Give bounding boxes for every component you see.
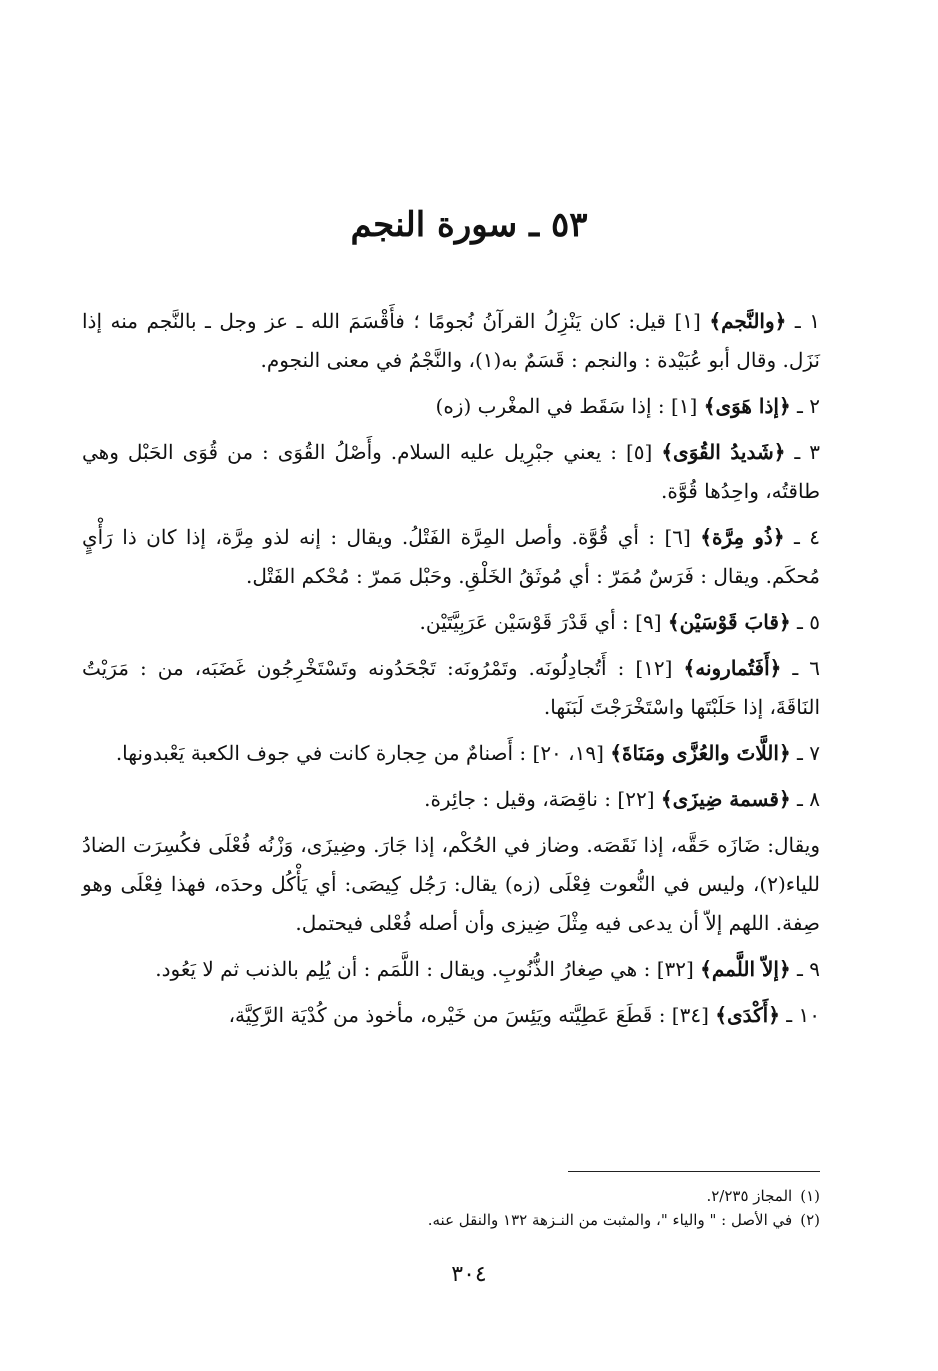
entry-text: : قَطَعَ عَطِيَّته ويَئِسَ من خَيْره، مأخوذ من كُدْيَة الرَّكِيَّة،	[228, 1003, 666, 1027]
footnote-divider	[568, 1171, 820, 1172]
verse-ref: [١]	[670, 394, 698, 418]
entry-text: : أَتُجادِلُونَه. وتَمْرُونَه: تَجْحَدُونه وتَسْتَخْرِجُون غَضَبَه، من : مَرَيْتُ النَاقَةَ، إذا حَلَبْتَها واسْتَخْرَجْتَ لَبَنَها.	[82, 656, 820, 719]
verse-ref: [١٢]	[635, 656, 673, 680]
entry-number: ٥	[809, 610, 820, 634]
entry-6: ٦ ـ ﴿أَفَتُمارونه﴾ [١٢] : أَتُجادِلُونَه. وتَمْرُونَه: تَجْحَدُونه وتَسْتَخْرِجُون غَضَبَه، من : مَرَيْتُ النَاقَةَ، إذا حَلَبْتَها واسْتَخْرَجْتَ لَبَنَها.	[82, 656, 820, 719]
entry-text: : يعني جبْرِيل عليه السلام. وأَصْلُ القُوَى : من قُوَى الحَبْل وهي طاقتُه، واحِدُها قُوَّة.	[82, 440, 820, 503]
entry-number: ١	[809, 309, 821, 333]
entry-text: : أَصنامٌ من حِجارة كانت في جوف الكعبة يَعْبدونها.	[115, 741, 527, 765]
surah-title: ٥٣ ـ سورة النجم	[350, 205, 588, 245]
verse-ref: [١٩، ٢٠]	[532, 741, 604, 765]
entry-number: ٣	[809, 440, 821, 464]
footnote-2	[82, 1208, 820, 1232]
entry-number: ٢	[809, 394, 820, 418]
quran-quote: ﴿والنَّجم﴾	[709, 309, 787, 333]
verse-ref: [٩]	[635, 610, 662, 634]
entry-text: ويقال: ضَازَه حَقَّه، إذا نَقَصَه. وضاز في الحُكْم، إذا جَارَ. وضِيزَى، وَزْنُه فُعْلَى فكُسِرَت الضادُ للياء(٢)، وليس في النُّعوت فِعْلَى (زه) يقال: رَجُل كِيصَى: أي يَأْكُل وحدَه، فهذا فِعْلَى وهو صِفة. اللهم إلاّ أن يدعى فيه مِثْلَ ضِيزى وأن أصله فُعْلى فيحتمل.	[82, 833, 820, 935]
page-number: ٣٠٤	[451, 1262, 487, 1287]
verse-ref: [٥]	[625, 440, 653, 464]
quran-quote: ﴿اللَّاتَ والعُزَّى ومَنَاةَ﴾	[610, 741, 791, 765]
footnote-text: في الأصل : " والياء "، والمثبت من النـزهة ١٣٢ والنقل عنه.	[427, 1211, 793, 1229]
entry-number: ٤	[809, 525, 820, 549]
entry-2: ٢ ـ ﴿إذا هَوَى﴾ [١] : إذا سَقَط في المغْرب (زه)	[435, 394, 820, 418]
entry-text: : ناقِصَة، وقيل : جائِرة.	[424, 787, 612, 811]
quran-quote: ﴿قابَ قَوْسَيْن﴾	[667, 610, 791, 634]
entry-3: ٣ ـ ﴿شَديدُ القُوَى﴾ [٥] : يعني جبْرِيل عليه السلام. وأَصْلُ القُوَى : من قُوَى الحَبْل وهي طاقتُه، واحِدُها قُوَّة.	[82, 440, 821, 503]
entry-4: ٤ ـ ﴿ذُو مِرَّة﴾ [٦] : أي قُوَّة. وأصل المِرَّة الفَتْلُ. ويقال : إنه لذو مِرَّة، إذا كان ذا رَأْيٍ مُحكَم. ويقال : فَرَسٌ مُمَرّ : أي مُوثَقُ الخَلْقِ. وحَبْل مَمرّ : مُحْكم الفَتْل.	[82, 525, 820, 588]
quran-quote: ﴿قسمة ضِيزَى﴾	[660, 787, 791, 811]
entry-8-continuation	[82, 826, 820, 943]
verse-ref: [٦]	[664, 525, 691, 549]
entry-number: ٩	[809, 957, 820, 981]
commentary-body	[82, 302, 820, 1042]
quran-quote: ﴿أَفَتُمارونه﴾	[683, 656, 782, 680]
entry-7: ٧ ـ ﴿اللَّاتَ والعُزَّى ومَنَاةَ﴾ [١٩، ٢٠] : أَصنامٌ من حِجارة كانت في جوف الكعبة يَعْبدونها.	[115, 741, 820, 765]
entry-1: ١ ـ ﴿والنَّجم﴾ [١] قيل: كان يَنْزِلُ القرآنُ نُجومًا ؛ فأَقْسَمَ الله ـ عز وجل ـ بالنَّجم منه إذا نَزَل. وقال أبو عُبَيْدة : والنجم : قَسَمٌ به(١)، والنَّجْمُ في معنى النجوم.	[82, 309, 821, 372]
verse-ref: [٣٤]	[671, 1003, 709, 1027]
quran-quote: ﴿إذا هَوَى﴾	[703, 394, 791, 418]
entry-10: ١٠ ـ ﴿أَكْدَى﴾ [٣٤] : قَطَعَ عَطِيَّته ويَئِسَ من خَيْره، مأخوذ من كُدْيَة الرَّكِيَّة،	[228, 1003, 820, 1027]
entry-8: ٨ ـ ﴿قسمة ضِيزَى﴾ [٢٢] : ناقِصَة، وقيل : جائِرة.	[424, 787, 820, 811]
quran-quote: ﴿شَديدُ القُوَى﴾	[661, 440, 786, 464]
entry-text: : إذا سَقَط في المغْرب (زه)	[435, 394, 665, 418]
footnote-text: المجاز ٢/٢٣٥.	[706, 1187, 793, 1205]
footnote-1	[82, 1184, 820, 1208]
verse-ref: [٣٢]	[656, 957, 694, 981]
entry-text: قيل: كان يَنْزِلُ القرآنُ نُجومًا ؛ فأَقْسَمَ الله ـ عز وجل ـ بالنَّجم منه إذا نَزَل. وقال أبو عُبَيْدة : والنجم : قَسَمٌ به(١)، والنَّجْمُ في معنى النجوم.	[82, 309, 820, 372]
entry-number: ٦	[809, 656, 820, 680]
verse-ref: [١]	[674, 309, 701, 333]
entry-text: : أي قُوَّة. وأصل المِرَّة الفَتْلُ. ويقال : إنه لذو مِرَّة، إذا كان ذا رَأْيٍ مُحكَم. ويقال : فَرَسٌ مُمَرّ : أي مُوثَقُ الخَلْقِ. وحَبْل مَمرّ : مُحْكم الفَتْل.	[82, 525, 820, 588]
entry-text: : هي صِغارُ الذُّنُوبِ. ويقال : اللَّمَم : أن يُلِم بالذنب ثم لا يَعُود.	[155, 957, 651, 981]
quran-quote: ﴿ذُو مِرَّة﴾	[700, 525, 785, 549]
footnotes	[82, 1184, 820, 1232]
entry-9: ٩ ـ ﴿إلاّ اللَّمم﴾ [٣٢] : هي صِغارُ الذُّنُوبِ. ويقال : اللَّمَم : أن يُلِم بالذنب ثم لا يَعُود.	[155, 957, 820, 981]
quran-quote: ﴿أَكْدَى﴾	[715, 1003, 780, 1027]
entry-5: ٥ ـ ﴿قابَ قَوْسَيْن﴾ [٩] : أي قَدْرَ قَوْسَيْن عَرَبِيَّتَيْن.	[419, 610, 820, 634]
quran-quote: ﴿إلاّ اللَّمم﴾	[700, 957, 791, 981]
entry-number: ١٠	[798, 1003, 820, 1027]
footnote-number: (١)	[800, 1187, 820, 1205]
footnote-number: (٢)	[800, 1211, 820, 1229]
entry-number: ٧	[809, 741, 820, 765]
verse-ref: [٢٢]	[617, 787, 655, 811]
entry-text: : أي قَدْرَ قَوْسَيْن عَرَبِيَّتَيْن.	[419, 610, 629, 634]
entry-number: ٨	[809, 787, 820, 811]
